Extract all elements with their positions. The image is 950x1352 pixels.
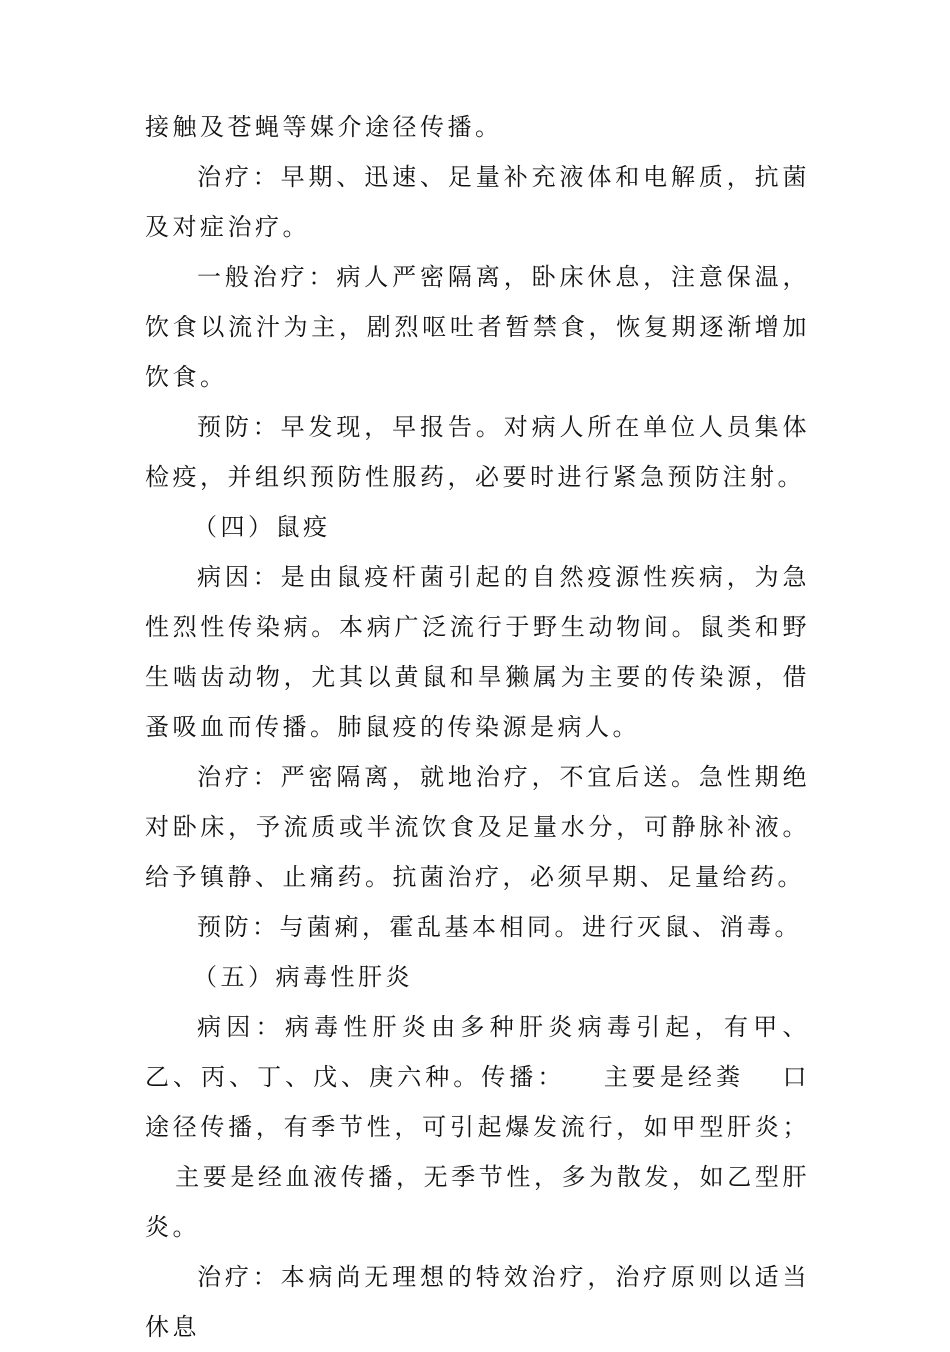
- hepatitis-cause-part-3: 口途径传播，有季节性，可引起爆发流行，如甲型肝炎；: [145, 1063, 811, 1141]
- hepatitis-cause-part-1: 病因：病毒性肝炎由多种肝炎病毒引起，有甲、乙、丙、丁、戊、庚六种。传播：: [145, 1013, 810, 1091]
- paragraph-hepatitis-treatment: 治疗：本病尚无理想的特效治疗，治疗原则以适当休息: [145, 1263, 810, 1341]
- section-heading-plague: （四）鼠疫: [193, 513, 331, 541]
- hepatitis-cause-part-4: 主要是经血液传播，无季节性，多为散发，如乙型肝炎。: [145, 1163, 810, 1241]
- paragraph-plague-prevention: 预防：与菌痢，霍乱基本相同。进行灭鼠、消毒。: [197, 913, 802, 941]
- paragraph-general-treatment: 一般治疗：病人严密隔离，卧床休息，注意保温，饮食以流汁为主，剧烈呕吐者暂禁食，恢复期逐渐增加饮食。: [145, 263, 810, 391]
- section-heading-hepatitis: （五）病毒性肝炎: [193, 963, 413, 991]
- paragraph-cholera-prevention: 预防：早发现，早报告。对病人所在单位人员集体检疫，并组织预防性服药，必要时进行紧急预防注射。: [145, 413, 810, 491]
- paragraph-plague-treatment: 治疗：严密隔离，就地治疗，不宜后送。急性期绝对卧床，予流质或半流饮食及足量水分，可静脉补液。给予镇静、止痛药。抗菌治疗，必须早期、足量给药。: [145, 763, 810, 891]
- paragraph-cholera-treatment: 治疗：早期、迅速、足量补充液体和电解质，抗菌及对症治疗。: [145, 163, 810, 241]
- document-page: [145, 102, 810, 1352]
- paragraph-transmission-tail: 接触及苍蝇等媒介途径传播。: [145, 113, 503, 141]
- paragraph-plague-cause: 病因：是由鼠疫杆菌引起的自然疫源性疾病，为急性烈性传染病。本病广泛流行于野生动物间。鼠类和野生啮齿动物，尤其以黄鼠和旱獭属为主要的传染源，借蚤吸血而传播。肺鼠疫的传染源是病人。: [145, 563, 810, 741]
- paragraph-hepatitis-cause: [145, 1002, 810, 1252]
- hepatitis-cause-part-2: 主要是经粪: [603, 1063, 744, 1091]
